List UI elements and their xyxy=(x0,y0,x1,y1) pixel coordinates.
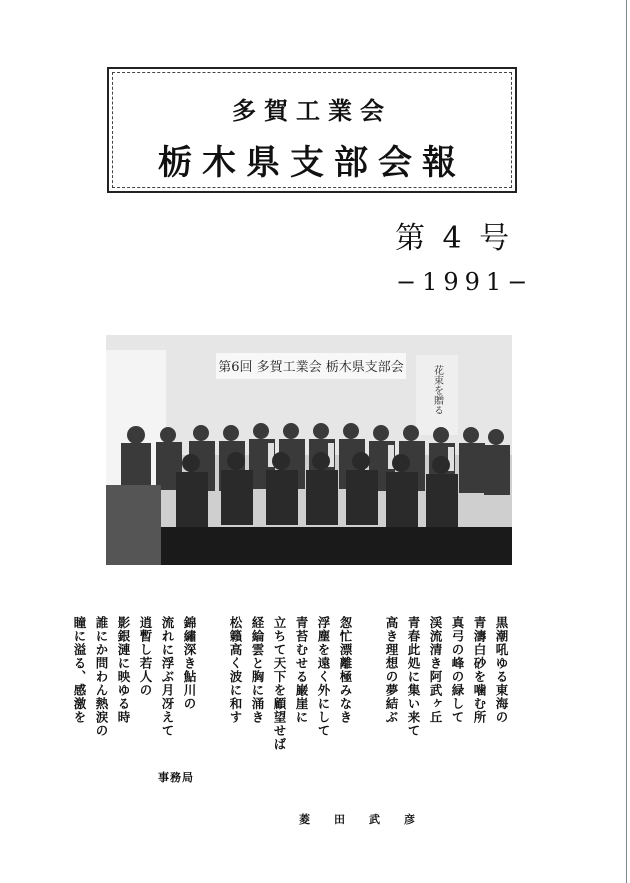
author-name: 菱田武彦 xyxy=(299,813,439,826)
title-box xyxy=(107,67,517,193)
poem-line: 青苔むせる巌崖に xyxy=(294,616,309,724)
poem-stanza xyxy=(224,616,356,751)
photo-banner-text: 第6回 多賀工業会 栃木県支部会 xyxy=(218,360,404,375)
poem-line: 錦繡深き鮎川の xyxy=(182,616,197,711)
poem-line: 影銀漣に映ゆる時 xyxy=(116,616,131,724)
poem-line: 立ちて天下を顧望せば xyxy=(272,616,287,751)
issue-number: 第 4 号 xyxy=(395,221,514,256)
poem-line: 怱忙漂離極みなき xyxy=(338,616,353,724)
poem-line: 高き理想の夢結ぶ xyxy=(384,616,399,724)
poem-line: 誰にか問わん熱涙の xyxy=(94,616,109,738)
page-edge-line xyxy=(626,0,627,883)
poem-line: 逍暫し若人の xyxy=(138,616,153,697)
group-photo xyxy=(106,335,512,565)
photo-side-banner-text: 花束を贈る xyxy=(431,365,443,415)
group-photo-image xyxy=(106,335,512,565)
poem-line: 浮塵を遠く外にして xyxy=(316,616,331,738)
poem-line: 渓流清き阿武ヶ丘 xyxy=(428,616,443,724)
poem-line: 松籟高く波に和す xyxy=(228,616,243,724)
poem-line: 瞳に溢る、感激を xyxy=(72,616,87,724)
poem-line: 流れに浮ぶ月冴えて xyxy=(160,616,175,738)
organization-name: 多賀工業会 xyxy=(232,97,392,125)
poem-line: 青濤白砂を噛む所 xyxy=(472,616,487,724)
poem-line: 真弓の峰の緑して xyxy=(450,616,465,724)
office-label: 事務局 xyxy=(158,771,194,784)
bulletin-title: 栃木県支部会報 xyxy=(158,143,466,183)
poem-line: 黒潮吼ゆる東海の xyxy=(494,616,509,724)
poem-line: 経綸雲と胸に涌き xyxy=(250,616,265,724)
poem-stanza xyxy=(68,616,200,738)
poem-stanza xyxy=(380,616,512,738)
issue-year: −1991− xyxy=(396,268,534,296)
school-song-poem xyxy=(44,616,512,776)
poem-line: 青春此処に集い来て xyxy=(406,616,421,738)
